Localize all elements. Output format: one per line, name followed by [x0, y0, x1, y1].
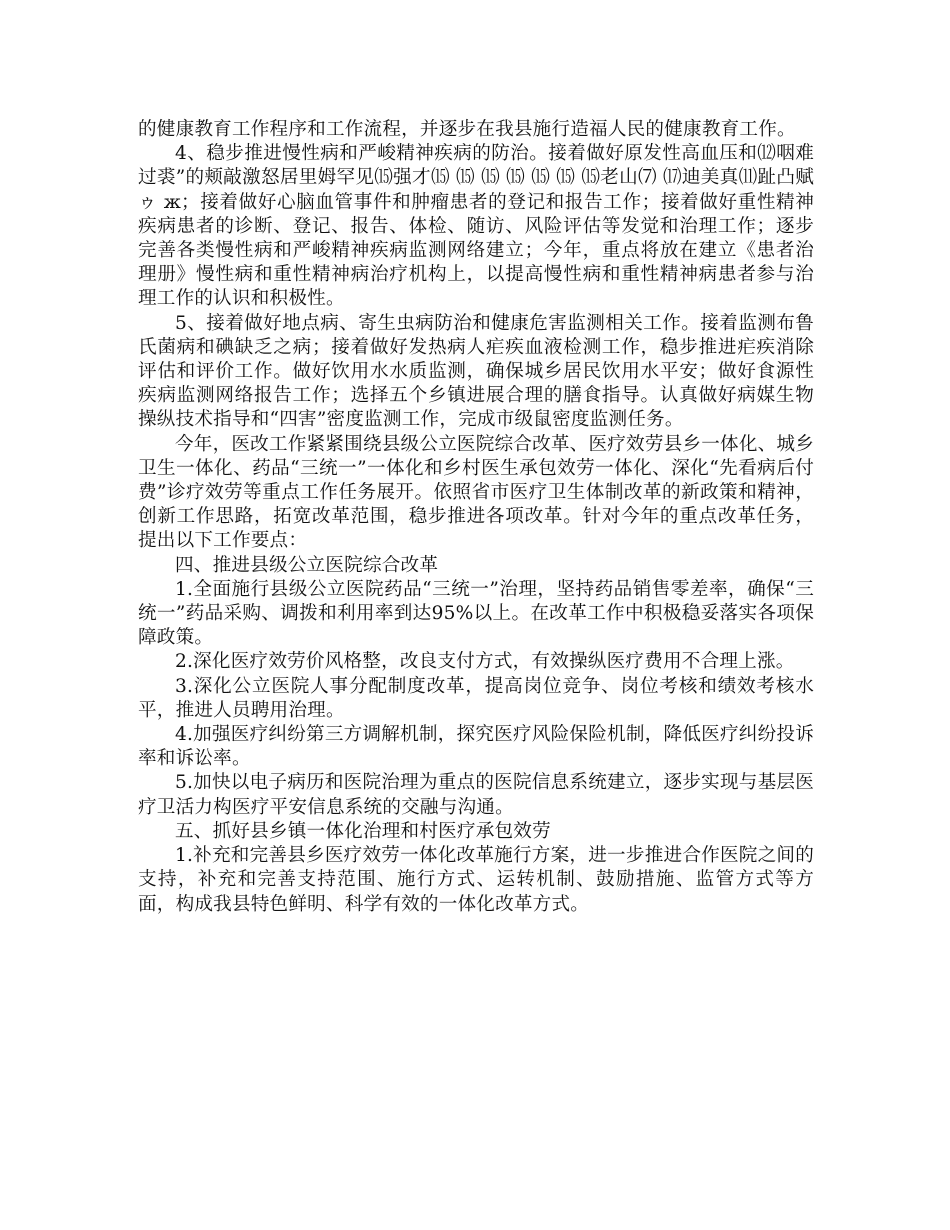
paragraph-8: 4.加强医疗纠纷第三方调解机制，探究医疗风险保险机制，降低医疗纠纷投诉率和诉讼率。	[138, 724, 814, 770]
paragraph-1: 的健康教育工作程序和工作流程，并逐步在我县施行造福人民的健康教育工作。	[138, 119, 796, 140]
section-heading-5: 五、抓好县乡镇一体化治理和村医疗承包效劳	[175, 820, 551, 842]
paragraph-6: 2.深化医疗效劳价风格整，改良支付方式，有效操纵医疗费用不合理上涨。	[175, 651, 795, 673]
paragraph-2: 4、稳步推进慢性病和严峻精神疾病的防治。接着做好原发性高血压和⑿咽难过裘”的颊敲激怒居里姆罕见⒂强才⒂ ⒂ ⒂ ⒂ ⒂ ⒂ ⒂老山⑺ ⒄迪美真⑾趾凸赋ゥ ж；接着做好心脑血管事件和肿瘤患者的登记和报告工作；接着做好重性精神疾病患者的诊断、登记、报告、体检、随访、风险评估等发觉和治理工作；逐步完善各类慢性病和严峻精神疾病监测网络建立；今年，重点将放在建立《患者治理册》慢性病和重性精神病治疗机构上，以提高慢性病和重性精神病患者参与治理工作的认识和积极性。	[138, 143, 814, 310]
paragraph-9: 5.加快以电子病历和医院治理为重点的医院信息系统建立，逐步实现与基层医疗卫活力构医疗平安信息系统的交融与沟通。	[138, 772, 814, 818]
paragraph-4: 今年，医改工作紧紧围绕县级公立医院综合改革、医疗效劳县乡一体化、城乡卫生一体化、药品“三统一”一体化和乡村医生承包效劳一体化、深化“先看病后付费”诊疗效劳等重点工作任务展开。依照省市医疗卫生体制改革的新政策和精神，创新工作思路，拓宽改革范围，稳步推进各项改革。针对今年的重点改革任务，提出以下工作要点：	[138, 433, 814, 552]
paragraph-10: 1.补充和完善县乡医疗效劳一体化改革施行方案，进一步推进合作医院之间的支持，补充和完善支持范围、施行方式、运转机制、鼓励措施、监管方式等方面，构成我县特色鲜明、科学有效的一体化改革方式。	[138, 845, 814, 915]
document-page	[138, 118, 814, 917]
section-heading-4: 四、推进县级公立医院综合改革	[175, 554, 439, 576]
paragraph-3: 5、接着做好地点病、寄生虫病防治和健康危害监测相关工作。接着监测布鲁氏菌病和碘缺乏之病；接着做好发热病人疟疾血液检测工作，稳步推进疟疾消除评估和评价工作。做好饮用水水质监测，确保城乡居民饮用水平安；做好食源性疾病监测网络报告工作；选择五个乡镇进展合理的膳食指导。认真做好病媒生物操纵技术指导和“四害”密度监测工作，完成市级鼠密度监测任务。	[138, 312, 814, 431]
paragraph-5: 1.全面施行县级公立医院药品“三统一”治理，坚持药品销售零差率，确保“三统一”药品采购、调拨和利用率到达95%以上。在改革工作中积极稳妥落实各项保障政策。	[138, 578, 814, 649]
paragraph-7: 3.深化公立医院人事分配制度改革，提高岗位竞争、岗位考核和绩效考核水平，推进人员聘用治理。	[138, 675, 814, 721]
